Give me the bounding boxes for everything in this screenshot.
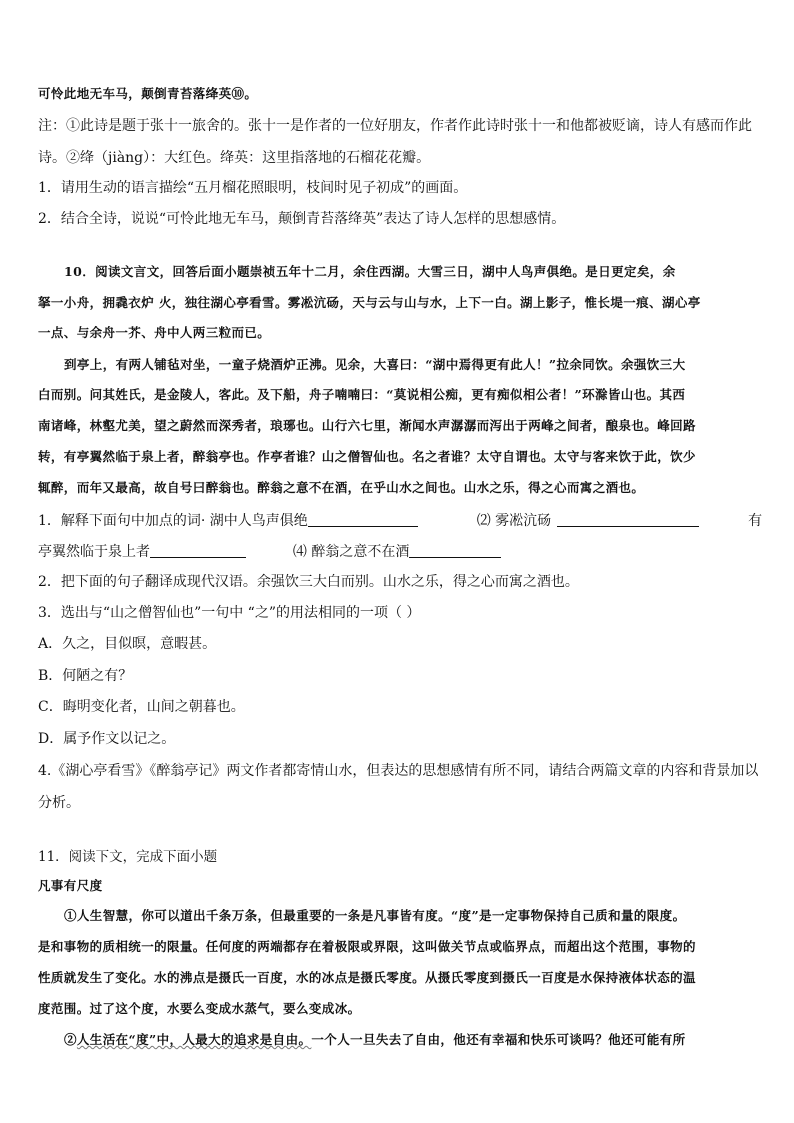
- q10-sub1-row2: [38, 541, 758, 561]
- q10-sub1-row1: [38, 510, 763, 530]
- poem-last-line: 可怜此地无车马，颠倒青苔落绛英⑩。: [38, 86, 258, 101]
- answer-blank-1[interactable]: [308, 512, 418, 527]
- q11-heading: 11．阅读下文，完成下面小题: [38, 849, 218, 865]
- wavy-underlined-sentence: 人生活在“度”中，人最大的追求是自由。: [76, 1032, 312, 1047]
- q10-option-d: D．属予作文以记之。: [38, 731, 176, 747]
- paragraph-number: ②: [64, 1032, 77, 1047]
- q10-passage-line-1: 10．阅读文言文，回答后面小题崇祯五年十二月，余住西湖。大雪三日，湖中人鸟声俱绝。是日更定矣，余: [64, 264, 676, 279]
- q10-option-c: C．晦明变化者，山间之朝暮也。: [38, 699, 245, 715]
- q10-passage-line-7: 转，有亭翼然临于泉上者，醉翁亭也。作亭者谁？山之僧智仙也。名之者谁？太守自谓也。太守与客来饮于此，饮少: [38, 449, 696, 464]
- answer-blank-4[interactable]: [409, 543, 501, 558]
- q10-sub1-item3-end: 亭翼然临于泉上者: [38, 544, 150, 560]
- q10-sub1-item3-start: 有: [748, 513, 763, 529]
- q11-paragraph-2-line-1: [64, 1030, 764, 1048]
- q10-sub1-item2: ⑵ 雾凇沆砀: [476, 513, 552, 529]
- poem-note-line-2: 诗。②绛（jiàng）：大红色。绛英：这里指落地的石榴花花瓣。: [38, 150, 431, 166]
- q10-passage-line-6: 南诸峰，林壑尤美，望之蔚然而深秀者，琅琊也。山行六七里，渐闻水声潺潺而泻出于两峰之间者，酿泉也。峰回路: [38, 418, 696, 433]
- q10-sub4-line-2: 分析。: [38, 795, 80, 811]
- poem-question-1: 1．请用生动的语言描绘“五月榴花照眼明，枝间时见子初成”的画面。: [38, 180, 468, 196]
- q10-passage-line-4: 到亭上，有两人铺毡对坐，一童子烧酒炉正沸。见余，大喜曰：“湖中焉得更有此人！”拉余同饮。余强饮三大: [64, 357, 686, 372]
- q10-sub1-prompt: 1．解释下面句中加点的词· 湖中人鸟声俱绝: [38, 513, 308, 529]
- q10-sub3: 3．选出与“山之僧智仙也”一句中 “之”的用法相同的一项（ ）: [38, 605, 421, 621]
- q10-passage-line-2: 拏一小舟，拥毳衣炉 火，独往湖心亭看雪。雾凇沆砀，天与云与山与水，上下一白。湖上影子，惟长堤一痕、湖心亭: [38, 295, 701, 310]
- q10-sub4-line-1: 4.《湖心亭看雪》《醉翁亭记》两文作者都寄情山水，但表达的思想感情有所不同，请结合两篇文章的内容和背景加以: [38, 763, 759, 779]
- paragraph-text: 一个人一旦失去了自由，他还有幸福和快乐可谈吗？他还可能有所: [311, 1032, 686, 1047]
- answer-blank-2[interactable]: [557, 512, 699, 527]
- q10-option-a: A．久之，目似暝，意暇甚。: [38, 636, 217, 652]
- q10-passage-line-8: 辄醉，而年又最高，故自号曰醉翁也。醉翁之意不在酒，在乎山水之间也。山水之乐，得之心而寓之酒也。: [38, 480, 645, 495]
- q10-sub2: 2．把下面的句子翻译成现代汉语。余强饮三大白而别。山水之乐，得之心而寓之酒也。: [38, 574, 579, 590]
- q10-passage-line-5: 白而别。问其姓氏，是金陵人，客此。及下船，舟子喃喃曰：“莫说相公痴，更有痴似相公者！”环滁皆山也。其西: [38, 387, 686, 402]
- q11-paragraph-1-line-4: 度范围。过了这个度，水要么变成水蒸气，要么变成冰。: [38, 1001, 361, 1016]
- q11-paragraph-1-line-1: ①人生智慧，你可以道出千条万条，但最重要的一条是凡事皆有度。“度”是一定事物保持自己质和量的限度。: [64, 908, 686, 923]
- poem-question-2: 2．结合全诗，说说“可怜此地无车马，颠倒青苔落绛英”表达了诗人怎样的思想感情。: [38, 211, 566, 227]
- q11-paragraph-1-line-3: 性质就发生了变化。水的沸点是摄氏一百度，水的冰点是摄氏零度。从摄氏零度到摄氏一百度是水保持液体状态的温: [38, 970, 696, 985]
- q10-option-b: B．何陋之有？: [38, 668, 133, 684]
- q11-paragraph-1-line-2: 是和事物的质相统一的限量。任何度的两端都存在着极限或界限，这叫做关节点或临界点，而超出这个范围，事物的: [38, 939, 696, 954]
- answer-blank-3[interactable]: [150, 543, 246, 558]
- poem-note-line-1: 注：①此诗是题于张十一旅舍的。张十一是作者的一位好朋友，作者作此诗时张十一和他都被贬谪，诗人有感而作此: [38, 118, 752, 134]
- q11-article-title: 凡事有尺度: [38, 878, 103, 893]
- q10-passage-line-3: 一点、与余舟一芥、舟中人两三粒而已。: [38, 325, 271, 340]
- q10-sub1-item4: ⑷ 醉翁之意不在酒: [292, 544, 410, 560]
